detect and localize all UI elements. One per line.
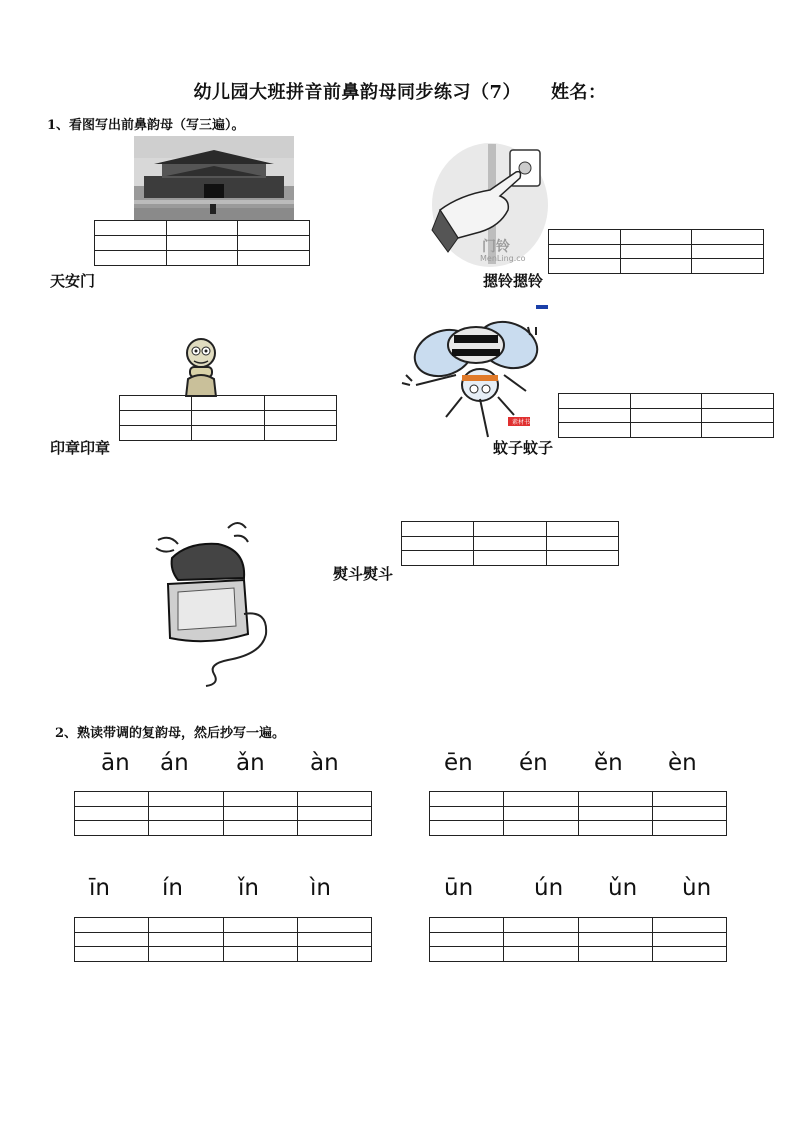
pinyin-in-2: ín — [162, 875, 183, 901]
pinyin-un-2: ún — [534, 875, 564, 901]
pinyin-an-2: án — [160, 750, 189, 776]
pinyin-un-1: ūn — [444, 875, 474, 901]
iron-picture — [148, 514, 274, 689]
word-label-stamp: 印章印章 — [50, 439, 111, 457]
mosquito-sticker: 素材书 — [512, 419, 531, 426]
pinyin-en-2: én — [519, 750, 548, 776]
word-label-mosquito: 蚊子蚊子 — [493, 439, 554, 457]
word-label-tiananmen: 天安门 — [50, 272, 96, 290]
word-label-iron: 熨斗熨斗 — [333, 565, 394, 583]
worksheet-title: 幼儿园大班拼音前鼻韵母同步练习（7） — [193, 82, 522, 103]
writing-grid-iron[interactable] — [401, 521, 619, 566]
pinyin-in-3: ǐn — [238, 875, 259, 901]
writing-grid-tiananmen[interactable] — [94, 220, 310, 266]
doorbell-watermark: 门铃 — [482, 239, 510, 255]
pinyin-en-4: èn — [668, 750, 697, 776]
pinyin-en-3: ěn — [594, 750, 623, 776]
pinyin-in-1: īn — [89, 875, 110, 901]
word-label-doorbell: 摁铃摁铃 — [483, 272, 544, 290]
mosquito-picture — [396, 305, 556, 445]
stamp-picture — [176, 335, 226, 397]
doorbell-hand-picture — [430, 140, 550, 270]
section2-instruction: 2、熟读带调的复韵母，然后抄写一遍。 — [55, 726, 286, 741]
section1-instruction: 1、看图写出前鼻韵母（写三遍）。 — [47, 118, 245, 133]
writing-grid-an[interactable] — [74, 791, 372, 836]
pinyin-an-4: àn — [310, 750, 339, 776]
writing-grid-stamp[interactable] — [119, 395, 337, 441]
doorbell-watermark-url: MenLing.co — [480, 254, 526, 263]
pinyin-an-1: ān — [101, 750, 130, 776]
writing-grid-in[interactable] — [74, 917, 372, 962]
pinyin-un-4: ùn — [682, 875, 712, 901]
writing-grid-en[interactable] — [429, 791, 727, 836]
name-label: 姓名： — [551, 82, 607, 103]
pinyin-en-1: ēn — [444, 750, 473, 776]
writing-grid-doorbell[interactable] — [548, 229, 764, 274]
pinyin-an-3: ǎn — [236, 750, 265, 776]
tiananmen-photo — [134, 136, 294, 220]
pinyin-in-4: ìn — [310, 875, 331, 901]
writing-grid-un[interactable] — [429, 917, 727, 962]
page-title — [0, 78, 800, 104]
writing-grid-mosquito[interactable] — [558, 393, 774, 438]
pinyin-un-3: ǔn — [608, 875, 638, 901]
